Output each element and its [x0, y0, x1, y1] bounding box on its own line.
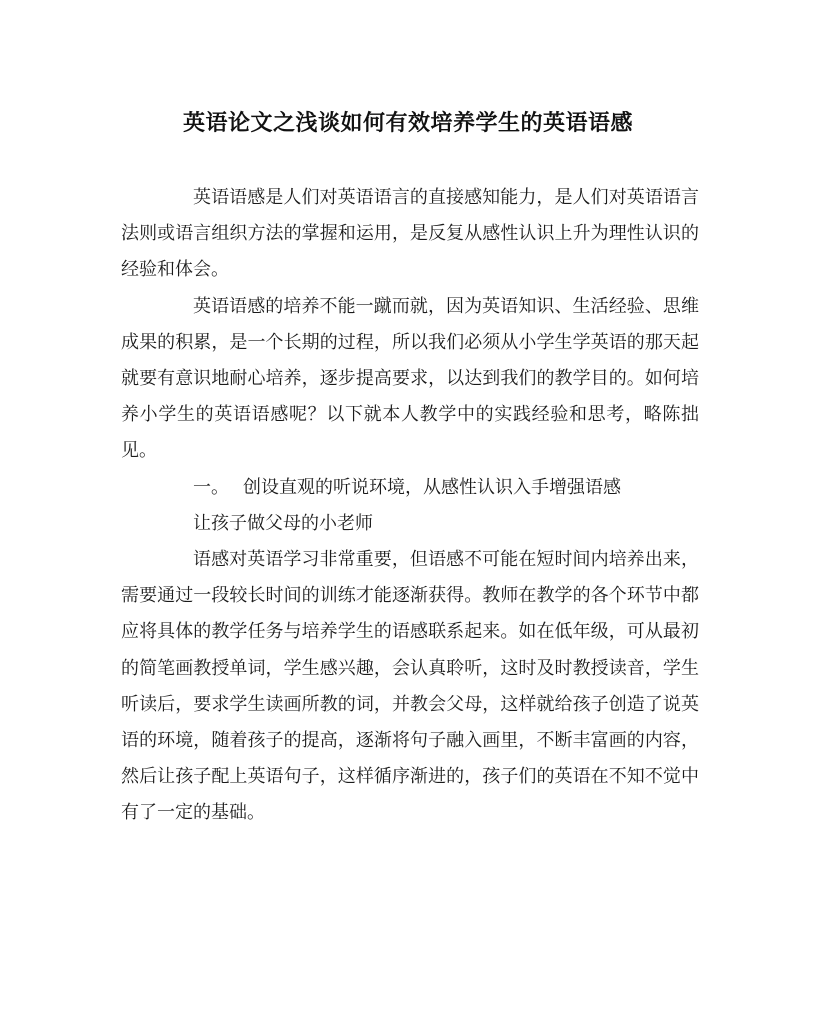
- subheading: 让孩子做父母的小老师: [193, 512, 373, 534]
- paragraph-cultivation: 英语语感的培养不能一蹴而就，因为英语知识、生活经验、思维成果的积累，是一个长期的过程，所以我们必须从小学生学英语的那天起就要有意识地耐心培养，逐步提高要求，以达到我们的教学目的。如何培养小学生的英语语感呢？以下就本人教学中的实践经验和思考，略陈拙见。: [121, 295, 699, 462]
- section-heading-number: 一。: [193, 476, 229, 498]
- document-title: 英语论文之浅谈如何有效培养学生的英语语感: [182, 110, 633, 136]
- paragraph-intro: 英语语感是人们对英语语言的直接感知能力，是人们对英语语言法则或语言组织方法的掌握和运用，是反复从感性认识上升为理性认识的经验和体会。: [121, 187, 699, 281]
- section-heading: [121, 470, 699, 506]
- paragraph-language-sense: 语感对英语学习非常重要，但语感不可能在短时间内培养出来，需要通过一段较长时间的训练才能逐渐获得。教师在教学的各个环节中都应将具体的教学任务与培养学生的语感联系起来。如在低年级，可从最初的简笔画教授单词，学生感兴趣，会认真聆听，这时及时教授读音，学生听读后，要求学生读画所教的词，并教会父母，这样就给孩子创造了说英语的环境，随着孩子的提高，逐渐将句子融入画里，不断丰富画的内容，然后让孩子配上英语句子，这样循序渐进的，孩子们的英语在不知不觉中有了一定的基础。: [121, 549, 699, 824]
- section-heading-text: 创设直观的听说环境，从感性认识入手增强语感: [243, 476, 621, 498]
- document-body: [121, 180, 699, 832]
